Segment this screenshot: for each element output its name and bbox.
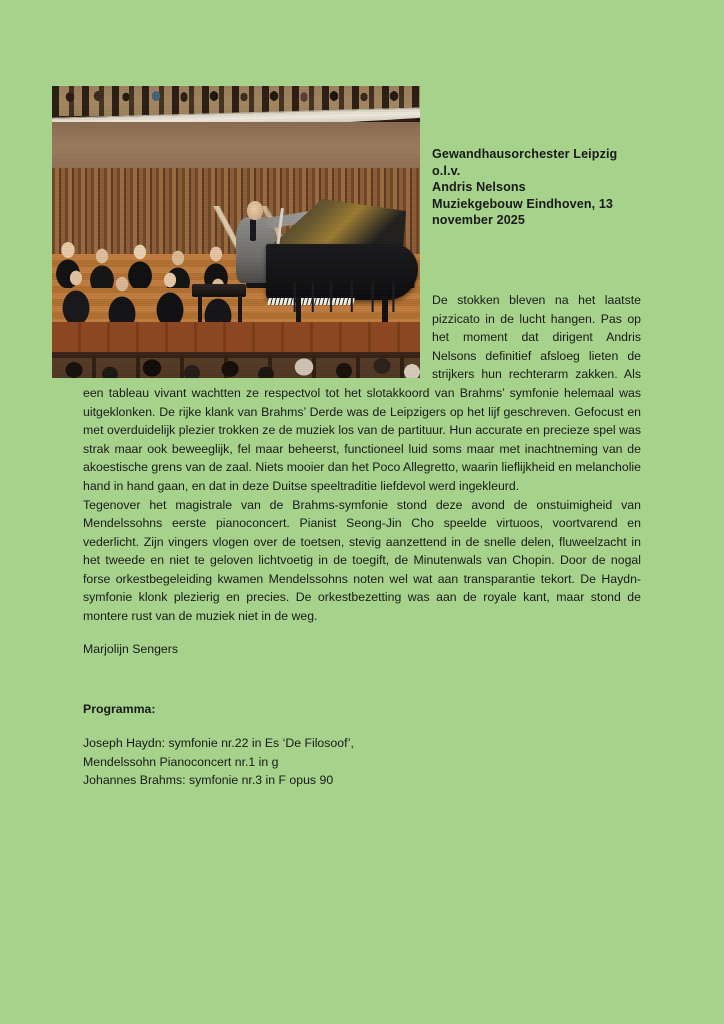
- article-container: [83, 86, 641, 790]
- hall-upper-wall: [52, 122, 420, 174]
- article-byline: Marjolijn Sengers: [83, 641, 179, 656]
- hall-audience: [52, 344, 420, 378]
- article-paragraph-2: Tegenover het magistrale van de Brahms-symfonie stond deze avond de onstuimigheid van Mendelssohns eerste pianoconcert. Pianist Seong-Jin Cho speelde virtuoos, voortvarend en vederlicht. Zijn vingers vlogen over de toetsen, stevig aanzettend in de snelle delen, fluweelzacht in het tweede en niet te geloven lichtvoetig in de toegift, de Minutenwals van Chopin. Door de nogal forse orkestbegeleiding kwamen Mendelssohns noten wel wat aan transparantie tekort. De Haydn-symfonie klonk plezierig en precies. De orkestbezetting was aan de royale kant, maar stond de montere rust van de muziek niet in de weg.: [83, 497, 641, 624]
- concert-header-line-2: Andris Nelsons: [432, 180, 526, 195]
- concert-photo-image: [52, 86, 420, 378]
- concert-header-line-1: Gewandhausorchester Leipzig o.l.v.: [432, 147, 618, 178]
- piano-bench-leg-left: [198, 296, 202, 322]
- front-row-musicians: [52, 262, 282, 328]
- music-stands: [288, 282, 418, 312]
- article-paragraph-1: De stokken bleven na het laatste pizzicato in de lucht hangen. Pas op het moment dat dirigent Andris Nelsons definitief afsloeg lieten de strijkers hun rechterarm zakken. Als een tableau vivant wachtten ze respectvol tot het slotakkoord van Brahms’ symfonie helemaal was uitgeklonken. De rijke klank van Brahms’ Derde was de Leipzigers op het lijf geschreven. Gefocust en met overduidelijk plezier trokken ze de muziek los van de partituur. Hun accurate en precieze spel was strak maar ook beweeglijk, fel maar beheerst, functioneel luid soms maar met inachtneming van de akoestische grens van de zaal. Niets mooier dan het Poco Allegretto, waarin lieflijkheid en melancholie hand in hand gaan, en dat in deze Duitse speeltraditie liefdevol werd ingekleurd.: [83, 292, 641, 493]
- concert-photo: [52, 86, 420, 378]
- programma-heading: Programma:: [83, 702, 156, 717]
- programma-list: [83, 734, 641, 790]
- conductor-head: [247, 201, 263, 220]
- concert-header-line-4: november 2025: [432, 213, 526, 228]
- concert-header-line-3: Muziekgebouw Eindhoven, 13: [432, 196, 614, 211]
- conductor-tie: [250, 219, 256, 241]
- programma-item: Johannes Brahms: symfonie nr.3 in F opus 90: [83, 773, 334, 788]
- balcony-audience: [52, 88, 420, 106]
- programma-item: Mendelssohn Pianoconcert nr.1 in g: [83, 754, 279, 769]
- piano-bench-leg-right: [238, 296, 242, 322]
- programma-item: Joseph Haydn: symfonie nr.22 in Es ‘De Filosoof’,: [83, 736, 354, 751]
